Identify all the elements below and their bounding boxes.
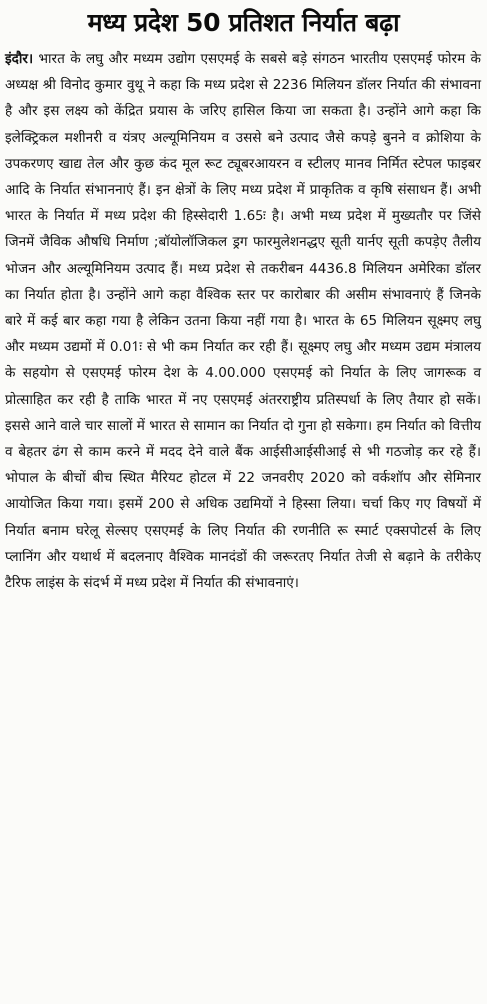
article-body <box>0 46 487 596</box>
dateline: इंदौर। <box>5 51 34 67</box>
headline: मध्य प्रदेश 50 प्रतिशत निर्यात बढ़ा <box>87 8 400 37</box>
article-text: भारत के लघु और मध्यम उद्योग एसएमई के सबसे बड़े संगठन भारतीय एसएमई फोरम के अध्यक्ष श्री विनोद कुमार वुथू ने कहा कि मध्य प्रदेश से 2236 मिलियन डॉलर निर्यात की संभावना है और इस लक्ष्य को केंद्रित प्रयास के जरिए हासिल किया जा सकता है। उन्होंने आगे कहा कि इलेक्ट्रिकल मशीनरी व यंत्रए अल्यूमिनियम व उससे बने उत्पाद जैसे कपड़े बुनने व क्रोशिया के उपकरणए खाद्य तेल और कुछ कंद मूल रूट ट्यूबरआयरन व स्टीलए मानव निर्मित स्टेपल फाइबर आदि के निर्यात संभाननाएं हैं। इन क्षेत्रों के लिए मध्य प्रदेश में प्राकृतिक व कृषि संसाधन हैं। अभी भारत के निर्यात में मध्य प्रदेश की हिस्सेदारी 1.65ः है। अभी मध्य प्रदेश में मुख्यतौर पर जिंसे जिनमें जैविक औषधि निर्माण ;बॉयोलॉजिकल ड्रग फारमुलेशनद्धए सूती यार्नए सूती कपड़ेए तैलीय भोजन और अल्यूमिनियम उत्पाद हैं। मध्य प्रदेश से तकरीबन 4436.8 मिलियन अमेरिका डॉलर का निर्यात होता है। उन्होंने आगे कहा वैश्विक स्तर पर कारोबार की असीम संभावनाएं हैं जिनके बारे में कई बार कहा गया है लेकिन उतना किया नहीं गया है। भारत के 65 मिलियन सूक्ष्मए लघु और मध्यम उद्यमों में 0.01ः से भी कम निर्यात कर रही हैं। सूक्ष्मए लघु और मध्यम उद्यम मंत्रालय के सहयोग से एसएमई फोरम देश के 4.00.000 एसएमई को निर्यात के लिए जागरूक व प्रोत्साहित कर रही है ताकि भारत में नए एसएमई अंतरराष्ट्रीय प्रतिस्पर्धा के लिए तैयार हो सकें। इससे आने वाले चार सालों में भारत से सामान का निर्यात दो गुना हो सकेगा। हम निर्यात को वित्तीय व बेहतर ढंग से काम करने में मदद देने वाले बैंक आईसीआईसीआई से भी गठजोड़ कर रहे हैं। भोपाल के बीचों बीच स्थित मैरियट होटल में 22 जनवरीए 2020 को वर्कशॉप और सेमिनार आयोजित किया गया। इसमें 200 से अधिक उद्यमियों ने हिस्सा लिया। चर्चा किए गए विषयों में निर्यात बनाम घरेलू सेल्सए एसएमई के लिए निर्यात की रणनीति रू स्मार्ट एक्सपोटर्स के लिए प्लानिंग और यथार्थ में बदलनाए वैश्विक मानदंडों की जरूरतए निर्यात तेजी से बढ़ाने के तरीकेए टैरिफ लाइंस के संदर्भ में मध्य प्रदेश में निर्यात की संभावनाएं। <box>5 51 481 592</box>
